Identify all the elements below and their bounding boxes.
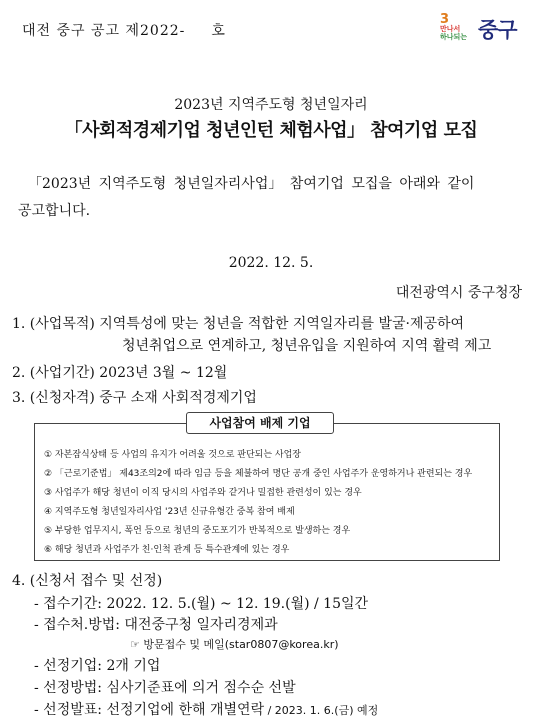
purpose-line-2: 청년취업으로 연계하고, 청년유입을 지원하여 지역 활력 제고 bbox=[122, 338, 492, 354]
announcement-text: - 선정발표: 선정기업에 한해 개별연락 bbox=[34, 702, 265, 718]
notice-suffix: 호 bbox=[211, 23, 226, 39]
page-title: 「사회적경제기업 청년인턴 체험사업」 참여기업 모집 bbox=[64, 120, 478, 141]
application-period: - 접수기간: 2022. 12. 5.(월) ~ 12. 19.(월) / 15일간 bbox=[34, 596, 369, 612]
notice-prefix: 대전 중구 공고 제2022- bbox=[22, 23, 186, 39]
application-contact: ☞ 방문접수 및 메일(star0807@korea.kr) bbox=[130, 638, 339, 651]
exclusion-item: ③ 사업주가 해당 청년이 이직 당시의 사업주와 같거나 밀접한 관련성이 있는 경우 bbox=[44, 488, 362, 498]
announcement-date: / 2023. 1. 6.(금) 예정 bbox=[264, 704, 379, 717]
notice-date: 2022. 12. 5. bbox=[228, 255, 314, 271]
eligibility: 3. (신청자격) 중구 소재 사회적경제기업 bbox=[12, 390, 257, 406]
intro-line-1: 「2023년 지역주도형 청년일자리사업」 참여기업 모집을 아래와 같이 bbox=[28, 176, 475, 192]
logo-number: 3 bbox=[440, 12, 450, 27]
application-method: - 접수처.방법: 대전중구청 일자리경제과 bbox=[34, 617, 278, 633]
junggu-logo bbox=[440, 8, 532, 48]
selected-count: - 선정기업: 2개 기업 bbox=[34, 658, 161, 674]
logo-tagline bbox=[440, 25, 467, 41]
exclusion-label: 사업참여 배제 기업 bbox=[186, 412, 334, 434]
issuer: 대전광역시 중구청장 bbox=[395, 285, 522, 301]
logo-name: 중구 bbox=[478, 18, 517, 42]
intro-line-2: 공고합니다. bbox=[18, 203, 91, 219]
exclusion-item: ④ 지역주도형 청년일자리사업 '23년 신규유형간 중복 참여 배제 bbox=[44, 507, 295, 517]
application-title: 4. (신청서 접수 및 선정) bbox=[12, 573, 163, 589]
logo-tag-line1: 만나서 bbox=[440, 25, 461, 33]
selection-method: - 선정방법: 심사기준표에 의거 점수순 선발 bbox=[34, 680, 296, 696]
notice-number bbox=[22, 20, 226, 40]
exclusion-item: ⑤ 부당한 업무지시, 폭언 등으로 청년의 중도포기가 반복적으로 발생하는 경우 bbox=[44, 526, 351, 536]
project-period: 2. (사업기간) 2023년 3월 ~ 12월 bbox=[12, 365, 228, 381]
announcement bbox=[34, 699, 378, 719]
exclusion-item: ⑥ 해당 청년과 사업주가 친·인척 관계 등 특수관계에 있는 경우 bbox=[44, 545, 290, 555]
logo-tag-line2: 하나되는 bbox=[440, 33, 468, 41]
subtitle: 2023년 지역주도형 청년일자리 bbox=[174, 97, 368, 113]
exclusion-item: ② 「근로기준법」 제43조의2에 따라 임금 등을 체불하여 명단 공개 중인 사업주가 운영하거나 관련되는 경우 bbox=[44, 469, 473, 479]
purpose-line-1: 1. (사업목적) 지역특성에 맞는 청년을 적합한 지역일자리를 발굴·제공하여 bbox=[12, 316, 465, 332]
exclusion-item: ① 자본잠식상태 등 사업의 유지가 어려울 것으로 판단되는 사업장 bbox=[44, 450, 302, 460]
